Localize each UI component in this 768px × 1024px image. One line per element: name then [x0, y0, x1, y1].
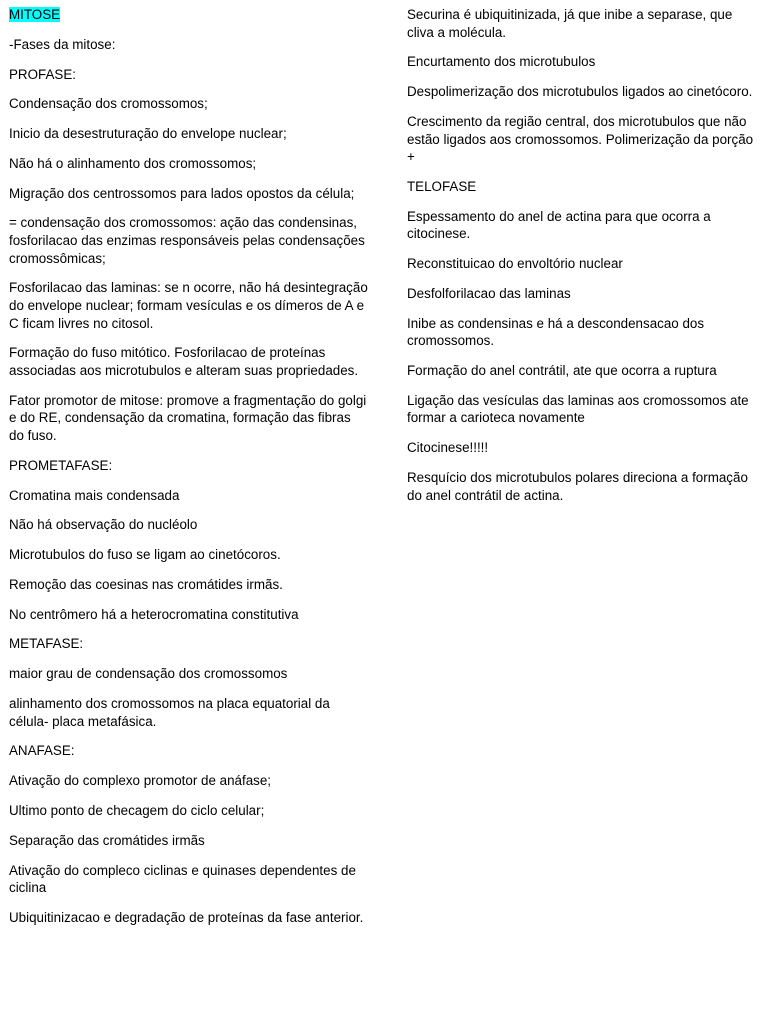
paragraph: Migração dos centrossomos para lados opostos da célula; [9, 185, 355, 201]
paragraph: Desfolforilacao das laminas [407, 285, 571, 301]
paragraph: Cromatina mais condensada [9, 487, 180, 503]
section-heading: PROFASE: [9, 66, 76, 82]
paragraph: Encurtamento dos microtubulos [407, 54, 596, 70]
paragraph: -Fases da mitose: [9, 36, 116, 52]
paragraph: Resquício dos microtubulos polares direciona a formação do anel contrátil de actina. [407, 469, 748, 503]
document-title: MITOSE [9, 7, 61, 22]
paragraph: Ultimo ponto de checagem do ciclo celular; [9, 802, 265, 818]
paragraph: Formação do anel contrátil, ate que ocorra a ruptura [407, 363, 717, 378]
paragraph: Condensação dos cromossomos; [9, 96, 208, 112]
paragraph: Fator promotor de mitose: promove a fragmentação do golgi e do RE, condensação da cromatina, formação das fibras do fuso. [9, 392, 367, 443]
right-column [407, 6, 759, 516]
paragraph: alinhamento dos cromossomos na placa equatorial da célula- placa metafásica. [9, 696, 330, 729]
paragraph: Inibe as condensinas e há a descondensacao dos cromossomos. [407, 315, 705, 349]
paragraph: = condensação dos cromossomos: ação das condensinas, fosforilacao das enzimas responsáveis pelas condensações cromossômicas; [9, 215, 365, 266]
paragraph: Reconstituicao do envoltório nuclear [407, 256, 623, 272]
paragraph: Formação do fuso mitótico. Fosforilacao de proteínas associadas aos microtubulos e alteram suas propriedades. [9, 345, 359, 378]
paragraph: Citocinese!!!!! [407, 440, 489, 456]
paragraph: Espessamento do anel de actina para que ocorra a citocinese. [407, 208, 711, 242]
paragraph: Despolimerização dos microtubulos ligados ao cinetócoro. [407, 84, 753, 100]
paragraph: Não há observação do nucléolo [9, 517, 198, 533]
paragraph: maior grau de condensação dos cromossomos [9, 666, 288, 682]
paragraph: Ubiquitinizacao e degradação de proteínas da fase anterior. [9, 909, 364, 925]
paragraph: Ativação do complexo promotor de anáfase; [9, 773, 272, 789]
paragraph: No centrômero há a heterocromatina constitutiva [9, 606, 299, 622]
title-line [9, 6, 369, 24]
section-heading: METAFASE: [9, 636, 84, 652]
paragraph: Separação das cromátides irmãs [9, 832, 205, 848]
paragraph: Fosforilacao das laminas: se n ocorre, não há desintegração do envelope nuclear; formam vesículas e os dímeros de A e C ficam livres no citosol. [9, 280, 368, 331]
left-column [9, 6, 369, 939]
section-heading: ANAFASE: [9, 743, 75, 759]
paragraph: Inicio da desestruturação do envelope nuclear; [9, 126, 287, 142]
paragraph: Microtubulos do fuso se ligam ao cinetócoros. [9, 547, 281, 563]
paragraph: Não há o alinhamento dos cromossomos; [9, 155, 257, 171]
paragraph: Securina é ubiquitinizada, já que inibe a separase, que cliva a molécula. [407, 7, 733, 40]
paragraph: Ligação das vesículas das laminas aos cromossomos ate formar a carioteca novamente [407, 392, 749, 426]
paragraph: Ativação do compleco ciclinas e quinases dependentes de ciclina [9, 862, 356, 896]
paragraph: Crescimento da região central, dos microtubulos que não estão ligados aos cromossomos. Polimerização da porção + [407, 113, 754, 165]
paragraph: Remoção das coesinas nas cromátides irmãs. [9, 576, 283, 592]
section-heading: TELOFASE [407, 178, 477, 194]
section-heading: PROMETAFASE: [9, 457, 113, 473]
